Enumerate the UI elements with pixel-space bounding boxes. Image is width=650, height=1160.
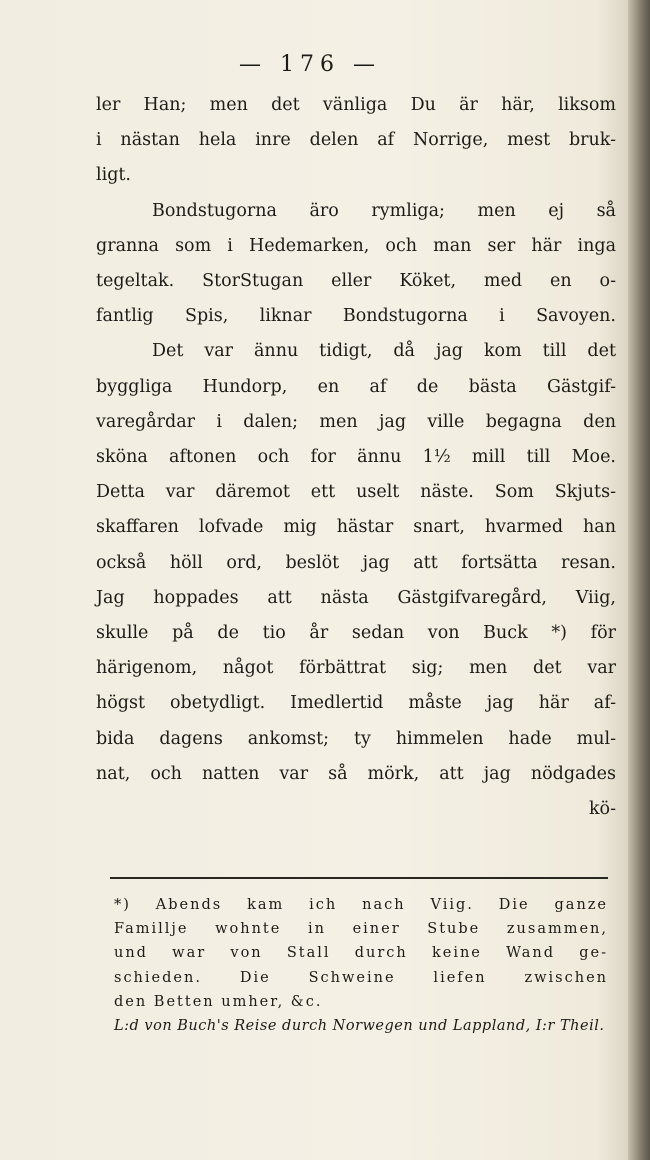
text-line: i nästan hela inre delen af Norrige, mest bruk- (96, 130, 616, 151)
catchword: kö- (588, 799, 616, 820)
footnote-line: und war von Stall durch keine Wand ge- (114, 945, 608, 962)
text-line: Det var ännu tidigt, då jag kom till det (152, 341, 616, 362)
text-line: byggliga Hundorp, en af de bästa Gästgif- (96, 376, 616, 397)
footnote-line: *) Abends kam ich nach Viig. Die ganze (114, 897, 608, 913)
footnote-divider (110, 877, 608, 879)
footnote-citation: L:d von Buch's Reise durch Norwegen und Lappland, I:r Theil. (114, 1018, 605, 1035)
text-line: högst obetydligt. Imedlertid måste jag här af- (96, 693, 616, 714)
text-line: Detta var däremot ett uselt näste. Som Skjuts- (96, 482, 616, 503)
text-line: fantlig Spis, liknar Bondstugorna i Savoyen. (96, 306, 616, 327)
text-line: varegårdar i dalen; men jag ville begagna den (96, 411, 616, 432)
text-line: ler Han; men det vänliga Du är här, liksom (96, 95, 616, 115)
footnote-line: Famillje wohnte in einer Stube zusammen, (114, 921, 608, 938)
text-line: ligt. (96, 165, 131, 186)
text-line: skaffaren lofvade mig hästar snart, hvarmed han (96, 517, 616, 538)
text-line: Bondstugorna äro rymliga; men ej så (152, 200, 616, 221)
text-line: nat, och natten var så mörk, att jag nödgades (96, 763, 616, 784)
text-line: tegeltak. StorStugan eller Köket, med en o- (96, 271, 616, 292)
footnote-line: den Betten umher, &c. (114, 993, 323, 1010)
text-line: bida dagens ankomst; ty himmelen hade mul- (96, 728, 616, 749)
main-text (96, 88, 616, 827)
text-line: härigenom, något förbättrat sig; men det var (96, 658, 616, 679)
text-line: skulle på de tio år sedan von Buck *) för (96, 623, 616, 644)
page-number: — 176 — (239, 52, 381, 77)
book-spine (628, 0, 650, 1160)
footnote (114, 893, 608, 1038)
text-line: granna som i Hedemarken, och man ser här inga (96, 235, 616, 256)
text-line: också höll ord, beslöt jag att fortsätta resan. (96, 552, 616, 573)
text-line: Jag hoppades att nästa Gästgifvaregård, Viig, (96, 587, 616, 608)
text-line: sköna aftonen och for ännu 1½ mill till Moe. (96, 447, 616, 468)
footnote-line: schieden. Die Schweine liefen zwischen (114, 969, 608, 986)
